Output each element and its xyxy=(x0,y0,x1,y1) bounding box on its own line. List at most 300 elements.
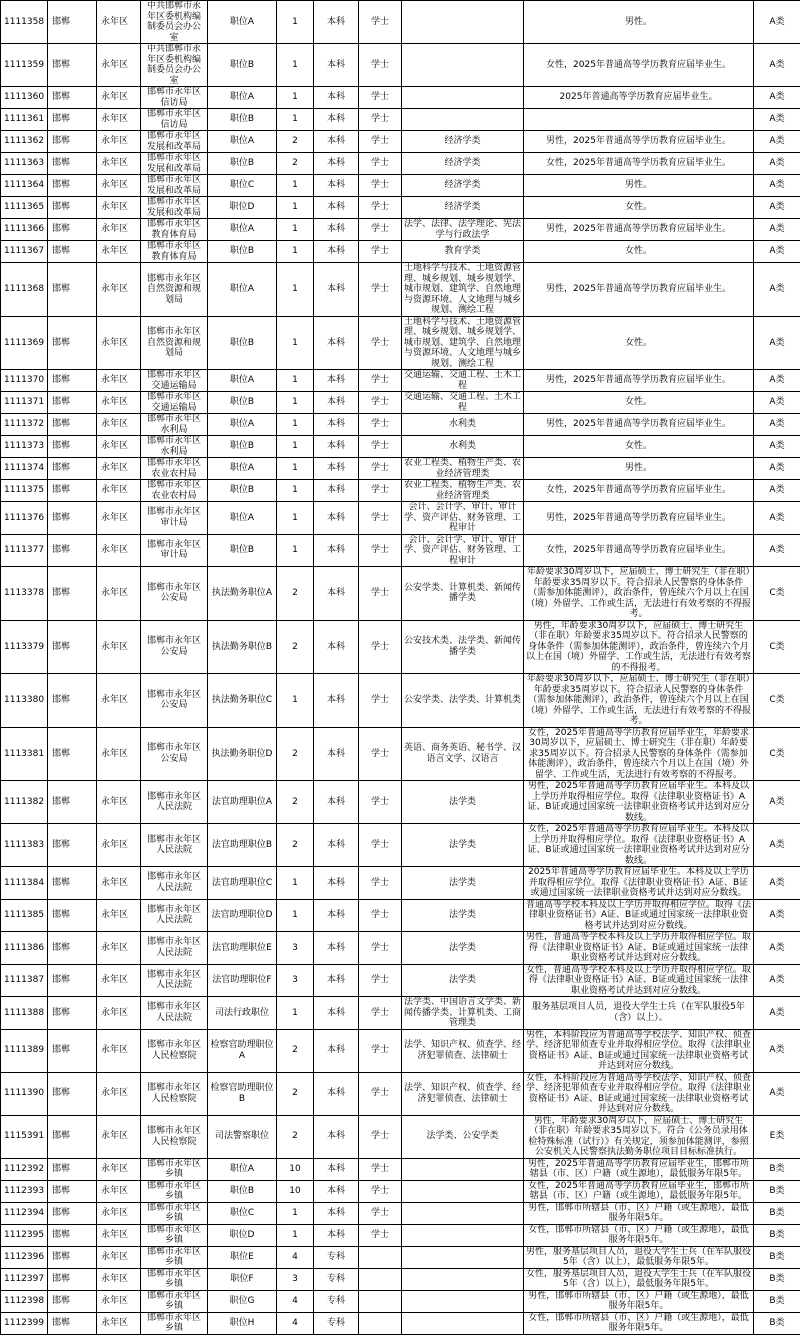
table-row xyxy=(1,414,800,436)
row-major xyxy=(402,1246,524,1268)
row-city: 邯郸 xyxy=(48,1,97,44)
row-count: 10 xyxy=(277,1180,314,1202)
row-category: A类 xyxy=(754,502,800,535)
row-count: 1 xyxy=(277,436,314,458)
row-position: 法官助理职位B xyxy=(208,824,277,867)
row-count: 1 xyxy=(277,480,314,502)
row-city: 邯郸 xyxy=(48,263,97,317)
row-other-requirements: 男性，2025年普通高等学历教育应届毕业生。 xyxy=(524,131,754,153)
row-major: 英语、商务英语、秘书学、汉语言文学、汉语言 xyxy=(402,727,524,781)
table-row xyxy=(1,1115,800,1158)
row-other-requirements: 男性。 xyxy=(524,175,754,197)
row-education: 本科 xyxy=(314,997,359,1030)
row-count: 1 xyxy=(277,1224,314,1246)
row-category: A类 xyxy=(754,219,800,241)
row-degree: 学士 xyxy=(359,964,402,997)
table-row xyxy=(1,1180,800,1202)
row-education: 专科 xyxy=(314,1312,359,1334)
row-degree xyxy=(359,1290,402,1312)
row-position: 执法勤务职位B xyxy=(208,620,277,674)
row-district: 永年区 xyxy=(97,620,141,674)
row-position: 职位A xyxy=(208,263,277,317)
row-major: 土地科学与技术、土地资源管理、城乡规划、城乡规划学、城市规划、建筑学、自然地理与资源环境、人文地理与城乡规划、测绘工程 xyxy=(402,263,524,317)
table-row xyxy=(1,370,800,392)
row-code: 1111372 xyxy=(1,414,48,436)
row-city: 邯郸 xyxy=(48,1312,97,1334)
row-unit: 邯郸市永年区自然资源和规划局 xyxy=(141,263,208,317)
row-degree: 学士 xyxy=(359,620,402,674)
row-district: 永年区 xyxy=(97,781,141,824)
table-row xyxy=(1,241,800,263)
row-major: 交通运输、交通工程、土木工程 xyxy=(402,370,524,392)
row-degree: 学士 xyxy=(359,502,402,535)
row-unit: 邯郸市永年区自然资源和规划局 xyxy=(141,316,208,370)
row-position: 职位E xyxy=(208,1246,277,1268)
row-major: 经济学类 xyxy=(402,197,524,219)
row-code: 1112395 xyxy=(1,1224,48,1246)
row-other-requirements: 女性。 xyxy=(524,436,754,458)
row-degree: 学士 xyxy=(359,414,402,436)
row-other-requirements: 2025年普通高等学历教育应届毕业生。本科及以上学历并取得相应学位。取得《法律职业资格证书》A证、B证或通过国家统一法律职业资格考试并达到对应分数线。 xyxy=(524,867,754,900)
row-other-requirements: 男性，邯郸市所辖县（市、区）户籍（或生源地），最低服务年限5年。 xyxy=(524,1202,754,1224)
row-position: 司法行政职位 xyxy=(208,997,277,1030)
row-degree: 学士 xyxy=(359,867,402,900)
row-position: 执法勤务职位D xyxy=(208,727,277,781)
row-degree: 学士 xyxy=(359,316,402,370)
row-city: 邯郸 xyxy=(48,1180,97,1202)
row-major: 法学、法律、法学理论、宪法学与行政法学 xyxy=(402,219,524,241)
row-degree: 学士 xyxy=(359,1029,402,1072)
row-category: A类 xyxy=(754,1,800,44)
row-category: A类 xyxy=(754,1072,800,1115)
row-city: 邯郸 xyxy=(48,414,97,436)
row-code: 1111365 xyxy=(1,197,48,219)
row-position: 法官助理职位A xyxy=(208,781,277,824)
row-education: 本科 xyxy=(314,1115,359,1158)
row-education: 本科 xyxy=(314,1158,359,1180)
row-code: 1113381 xyxy=(1,727,48,781)
row-major: 公安学类、计算机类、新闻传播学类 xyxy=(402,567,524,621)
row-other-requirements: 女性，2025年普通高等学历教育应届毕业生，邯郸市所辖县（市、区）户籍（或生源地），最低服务年限5年。 xyxy=(524,1180,754,1202)
row-other-requirements: 女性。 xyxy=(524,392,754,414)
row-district: 永年区 xyxy=(97,370,141,392)
row-code: 1111386 xyxy=(1,932,48,965)
row-other-requirements: 女性，普通高等学校本科及以上学历并取得相应学位。取得《法律职业资格证书》A证、B证或通过国家统一法律职业资格考试并达到对应分数线。 xyxy=(524,964,754,997)
row-unit: 邯郸市永年区教育体育局 xyxy=(141,219,208,241)
row-count: 4 xyxy=(277,1312,314,1334)
row-category: A类 xyxy=(754,87,800,109)
row-other-requirements: 女性，邯郸市所辖县（市、区）户籍（或生源地），最低服务年限5年。 xyxy=(524,1312,754,1334)
row-city: 邯郸 xyxy=(48,1029,97,1072)
row-count: 1 xyxy=(277,87,314,109)
row-education: 本科 xyxy=(314,727,359,781)
row-education: 专科 xyxy=(314,1246,359,1268)
row-major: 会计、会计学、审计、审计学、资产评估、财务管理、工程审计 xyxy=(402,502,524,535)
row-other-requirements: 服务基层项目人员，退役大学生士兵（在军队服役5年（含）以上）。 xyxy=(524,997,754,1030)
row-major: 交通运输、交通工程、土木工程 xyxy=(402,392,524,414)
row-category: A类 xyxy=(754,997,800,1030)
row-degree: 学士 xyxy=(359,1202,402,1224)
row-position: 职位B xyxy=(208,534,277,567)
row-other-requirements xyxy=(524,109,754,131)
table-row xyxy=(1,175,800,197)
row-major: 法学类 xyxy=(402,824,524,867)
row-degree: 学士 xyxy=(359,219,402,241)
row-position: 执法勤务职位A xyxy=(208,567,277,621)
row-district: 永年区 xyxy=(97,87,141,109)
row-count: 1 xyxy=(277,414,314,436)
row-education: 本科 xyxy=(314,620,359,674)
row-category: B类 xyxy=(754,1158,800,1180)
row-category: B类 xyxy=(754,1290,800,1312)
row-other-requirements: 男性，普通高等学校本科及以上学历并取得相应学位。取得《法律职业资格证书》A证、B证或通过国家统一法律职业资格考试并达到对应分数线。 xyxy=(524,932,754,965)
row-education: 本科 xyxy=(314,932,359,965)
row-unit: 邯郸市永年区人民法院 xyxy=(141,964,208,997)
table-row xyxy=(1,567,800,621)
row-count: 4 xyxy=(277,1246,314,1268)
row-other-requirements: 普通高等学校本科及以上学历并取得相应学位。取得《法律职业资格证书》A证、B证或通过国家统一法律职业资格考试并达到对应分数线。 xyxy=(524,899,754,932)
row-major: 法学类 xyxy=(402,964,524,997)
row-count: 2 xyxy=(277,1115,314,1158)
row-position: 职位B xyxy=(208,44,277,87)
table-row xyxy=(1,316,800,370)
row-major xyxy=(402,44,524,87)
table-row xyxy=(1,932,800,965)
row-category: A类 xyxy=(754,370,800,392)
row-major xyxy=(402,109,524,131)
row-count: 3 xyxy=(277,1268,314,1290)
row-code: 1111389 xyxy=(1,1029,48,1072)
row-position: 法官助理职位E xyxy=(208,932,277,965)
row-education: 本科 xyxy=(314,1029,359,1072)
row-other-requirements: 2025年普通高等学历教育应届毕业生。 xyxy=(524,87,754,109)
row-other-requirements: 年龄要求30周岁以下，应届硕士、博士研究生（非在职）年龄要求35周岁以下。符合招录人民警察的身体条件（需参加体能测评），政治条件，曾连续六个月以上在国（境）外留学、工作或生活，无法进行有效考察的不得报考。 xyxy=(524,674,754,728)
row-major: 法学类、公安学类 xyxy=(402,1115,524,1158)
row-district: 永年区 xyxy=(97,502,141,535)
row-code: 1112397 xyxy=(1,1268,48,1290)
row-city: 邯郸 xyxy=(48,899,97,932)
row-education: 本科 xyxy=(314,44,359,87)
row-education: 本科 xyxy=(314,567,359,621)
row-degree: 学士 xyxy=(359,458,402,480)
row-other-requirements: 女性。 xyxy=(524,197,754,219)
row-education: 本科 xyxy=(314,241,359,263)
row-unit: 邯郸市永年区公安局 xyxy=(141,620,208,674)
row-code: 1111369 xyxy=(1,316,48,370)
row-category: A类 xyxy=(754,480,800,502)
row-code: 1111359 xyxy=(1,44,48,87)
row-category: B类 xyxy=(754,1268,800,1290)
row-education: 本科 xyxy=(314,458,359,480)
row-category: C类 xyxy=(754,567,800,621)
row-education: 本科 xyxy=(314,153,359,175)
table-row xyxy=(1,534,800,567)
row-degree: 学士 xyxy=(359,436,402,458)
row-district: 永年区 xyxy=(97,1224,141,1246)
row-position: 职位A xyxy=(208,219,277,241)
row-district: 永年区 xyxy=(97,480,141,502)
table-row xyxy=(1,502,800,535)
row-unit: 邯郸市永年区人民法院 xyxy=(141,899,208,932)
row-category: A类 xyxy=(754,436,800,458)
row-district: 永年区 xyxy=(97,899,141,932)
row-district: 永年区 xyxy=(97,458,141,480)
row-position: 职位A xyxy=(208,1,277,44)
row-code: 1111364 xyxy=(1,175,48,197)
row-unit: 邯郸市永年区发展和改革局 xyxy=(141,197,208,219)
row-unit: 中共邯郸市永年区委机构编制委员会办公室 xyxy=(141,1,208,44)
row-count: 2 xyxy=(277,620,314,674)
row-major xyxy=(402,1,524,44)
row-city: 邯郸 xyxy=(48,1158,97,1180)
row-position: 职位A xyxy=(208,1158,277,1180)
row-degree: 学士 xyxy=(359,997,402,1030)
row-district: 永年区 xyxy=(97,964,141,997)
row-position: 职位B xyxy=(208,1180,277,1202)
row-category: A类 xyxy=(754,964,800,997)
row-unit: 邯郸市永年区乡镇 xyxy=(141,1268,208,1290)
row-education: 本科 xyxy=(314,1180,359,1202)
row-unit: 邯郸市永年区人民检察院 xyxy=(141,1115,208,1158)
row-unit: 邯郸市永年区乡镇 xyxy=(141,1246,208,1268)
row-code: 1111387 xyxy=(1,964,48,997)
row-degree: 学士 xyxy=(359,1224,402,1246)
row-education: 本科 xyxy=(314,131,359,153)
row-district: 永年区 xyxy=(97,44,141,87)
row-category: A类 xyxy=(754,392,800,414)
row-district: 永年区 xyxy=(97,824,141,867)
row-category: A类 xyxy=(754,241,800,263)
row-degree: 学士 xyxy=(359,567,402,621)
row-unit: 邯郸市永年区人民法院 xyxy=(141,932,208,965)
row-category: A类 xyxy=(754,781,800,824)
row-unit: 邯郸市永年区人民法院 xyxy=(141,824,208,867)
row-position: 职位D xyxy=(208,197,277,219)
row-other-requirements: 女性，2025年普通高等学历教育应届毕业生。本科及以上学历并取得相应学位。取得《法律职业资格证书》A证、B证或通过国家统一法律职业资格考试并达到对应分数线。 xyxy=(524,824,754,867)
table-row xyxy=(1,620,800,674)
row-major: 水利类 xyxy=(402,436,524,458)
row-position: 检察官助理职位A xyxy=(208,1029,277,1072)
row-category: A类 xyxy=(754,824,800,867)
row-major: 土地科学与技术、土地资源管理、城乡规划、城乡规划学、城市规划、建筑学、自然地理与资源环境、人文地理与城乡规划、测绘工程 xyxy=(402,316,524,370)
row-count: 1 xyxy=(277,263,314,317)
row-degree xyxy=(359,1312,402,1334)
row-degree: 学士 xyxy=(359,727,402,781)
row-major: 法学类 xyxy=(402,932,524,965)
table-row xyxy=(1,1246,800,1268)
row-category: A类 xyxy=(754,1029,800,1072)
row-city: 邯郸 xyxy=(48,436,97,458)
row-district: 永年区 xyxy=(97,997,141,1030)
row-degree: 学士 xyxy=(359,44,402,87)
row-district: 永年区 xyxy=(97,153,141,175)
row-education: 本科 xyxy=(314,219,359,241)
row-district: 永年区 xyxy=(97,1158,141,1180)
row-other-requirements: 男性，2025年普通高等学历教育应届毕业生。本科及以上学历并取得相应学位。取得《法律职业资格证书》A证、B证或通过国家统一法律职业资格考试并达到对应分数线。 xyxy=(524,781,754,824)
row-category: B类 xyxy=(754,1202,800,1224)
row-position: 职位H xyxy=(208,1312,277,1334)
row-city: 邯郸 xyxy=(48,867,97,900)
row-count: 4 xyxy=(277,1290,314,1312)
row-city: 邯郸 xyxy=(48,219,97,241)
row-major xyxy=(402,1312,524,1334)
row-major: 法学类 xyxy=(402,781,524,824)
row-district: 永年区 xyxy=(97,867,141,900)
row-unit: 邯郸市永年区公安局 xyxy=(141,567,208,621)
row-city: 邯郸 xyxy=(48,1268,97,1290)
row-degree: 学士 xyxy=(359,263,402,317)
row-education: 本科 xyxy=(314,392,359,414)
table-row xyxy=(1,1268,800,1290)
row-other-requirements: 男性，本科阶段应为普通高等学校法学、知识产权、侦查学、经济犯罪侦查专业并取得相应学位。取得《法律职业资格证书》A证、B证或通过国家统一法律职业资格考试并达到对应分数线。 xyxy=(524,1029,754,1072)
row-code: 1111376 xyxy=(1,502,48,535)
row-category: A类 xyxy=(754,534,800,567)
row-count: 1 xyxy=(277,241,314,263)
row-code: 1111361 xyxy=(1,109,48,131)
row-category: A类 xyxy=(754,263,800,317)
table-row xyxy=(1,480,800,502)
row-category: A类 xyxy=(754,932,800,965)
row-position: 职位B xyxy=(208,153,277,175)
row-major xyxy=(402,1180,524,1202)
table-row xyxy=(1,197,800,219)
row-category: A类 xyxy=(754,44,800,87)
row-district: 永年区 xyxy=(97,197,141,219)
row-major: 法学类、中国语言文学类、新闻传播学类、计算机类、工商管理类 xyxy=(402,997,524,1030)
row-count: 1 xyxy=(277,44,314,87)
row-code: 1112398 xyxy=(1,1290,48,1312)
row-position: 职位A xyxy=(208,502,277,535)
row-category: A类 xyxy=(754,414,800,436)
row-category: A类 xyxy=(754,316,800,370)
row-position: 职位C xyxy=(208,1202,277,1224)
table-row xyxy=(1,997,800,1030)
row-count: 1 xyxy=(277,392,314,414)
row-education: 本科 xyxy=(314,87,359,109)
row-education: 专科 xyxy=(314,1290,359,1312)
row-degree: 学士 xyxy=(359,1,402,44)
table-row xyxy=(1,131,800,153)
row-major xyxy=(402,87,524,109)
row-code: 1115391 xyxy=(1,1115,48,1158)
row-district: 永年区 xyxy=(97,1072,141,1115)
row-degree xyxy=(359,1268,402,1290)
row-count: 1 xyxy=(277,502,314,535)
row-district: 永年区 xyxy=(97,932,141,965)
row-district: 永年区 xyxy=(97,175,141,197)
row-degree: 学士 xyxy=(359,370,402,392)
row-district: 永年区 xyxy=(97,316,141,370)
row-district: 永年区 xyxy=(97,727,141,781)
row-district: 永年区 xyxy=(97,1029,141,1072)
row-degree: 学士 xyxy=(359,392,402,414)
row-position: 司法警察职位 xyxy=(208,1115,277,1158)
row-district: 永年区 xyxy=(97,1290,141,1312)
row-count: 3 xyxy=(277,932,314,965)
row-district: 永年区 xyxy=(97,436,141,458)
row-education: 本科 xyxy=(314,109,359,131)
row-code: 1111377 xyxy=(1,534,48,567)
row-code: 1112393 xyxy=(1,1180,48,1202)
row-category: C类 xyxy=(754,620,800,674)
row-count: 1 xyxy=(277,197,314,219)
row-count: 1 xyxy=(277,458,314,480)
row-education: 专科 xyxy=(314,1268,359,1290)
row-position: 职位B xyxy=(208,241,277,263)
row-count: 2 xyxy=(277,781,314,824)
row-degree: 学士 xyxy=(359,674,402,728)
row-city: 邯郸 xyxy=(48,1224,97,1246)
row-city: 邯郸 xyxy=(48,109,97,131)
row-code: 1112392 xyxy=(1,1158,48,1180)
row-code: 1111385 xyxy=(1,899,48,932)
row-district: 永年区 xyxy=(97,414,141,436)
row-other-requirements: 年龄要求30周岁以下，应届硕士、博士研究生（非在职）年龄要求35周岁以下。符合招录人民警察的身体条件（需参加体能测评），政治条件，曾连续六个月以上在国（境）外留学、工作或生活，无法进行有效考察的不得报考。 xyxy=(524,567,754,621)
row-unit: 邯郸市永年区人民法院 xyxy=(141,781,208,824)
row-position: 职位A xyxy=(208,414,277,436)
row-other-requirements: 男性，2025年普通高等学历教育应届毕业生，邯郸市所辖县（市、区）户籍（或生源地），最低服务年限5年。 xyxy=(524,1158,754,1180)
row-education: 本科 xyxy=(314,534,359,567)
row-degree: 学士 xyxy=(359,534,402,567)
row-position: 职位C xyxy=(208,175,277,197)
row-city: 邯郸 xyxy=(48,567,97,621)
row-education: 本科 xyxy=(314,1202,359,1224)
row-degree: 学士 xyxy=(359,1115,402,1158)
row-city: 邯郸 xyxy=(48,131,97,153)
row-city: 邯郸 xyxy=(48,458,97,480)
table-row xyxy=(1,44,800,87)
row-position: 职位F xyxy=(208,1268,277,1290)
row-education: 本科 xyxy=(314,964,359,997)
row-code: 1111373 xyxy=(1,436,48,458)
row-unit: 邯郸市永年区农业农村局 xyxy=(141,458,208,480)
row-category: C类 xyxy=(754,727,800,781)
row-count: 1 xyxy=(277,1,314,44)
row-count: 1 xyxy=(277,175,314,197)
row-code: 1111363 xyxy=(1,153,48,175)
row-major xyxy=(402,1268,524,1290)
row-major xyxy=(402,1224,524,1246)
row-degree: 学士 xyxy=(359,87,402,109)
row-city: 邯郸 xyxy=(48,502,97,535)
row-degree: 学士 xyxy=(359,824,402,867)
row-education: 本科 xyxy=(314,370,359,392)
row-unit: 邯郸市永年区人民法院 xyxy=(141,997,208,1030)
table-row xyxy=(1,964,800,997)
row-education: 本科 xyxy=(314,263,359,317)
row-district: 永年区 xyxy=(97,131,141,153)
row-city: 邯郸 xyxy=(48,932,97,965)
row-unit: 邯郸市永年区乡镇 xyxy=(141,1158,208,1180)
table-row xyxy=(1,1202,800,1224)
row-degree: 学士 xyxy=(359,932,402,965)
row-degree: 学士 xyxy=(359,197,402,219)
row-unit: 邯郸市永年区人民检察院 xyxy=(141,1072,208,1115)
row-category: B类 xyxy=(754,1180,800,1202)
row-district: 永年区 xyxy=(97,1,141,44)
table-row xyxy=(1,1072,800,1115)
row-count: 1 xyxy=(277,674,314,728)
row-district: 永年区 xyxy=(97,1246,141,1268)
row-code: 1111360 xyxy=(1,87,48,109)
row-position: 法官助理职位C xyxy=(208,867,277,900)
row-category: A类 xyxy=(754,109,800,131)
row-other-requirements: 女性。 xyxy=(524,316,754,370)
row-district: 永年区 xyxy=(97,392,141,414)
row-unit: 邯郸市永年区乡镇 xyxy=(141,1312,208,1334)
table-row xyxy=(1,1158,800,1180)
row-code: 1111388 xyxy=(1,997,48,1030)
